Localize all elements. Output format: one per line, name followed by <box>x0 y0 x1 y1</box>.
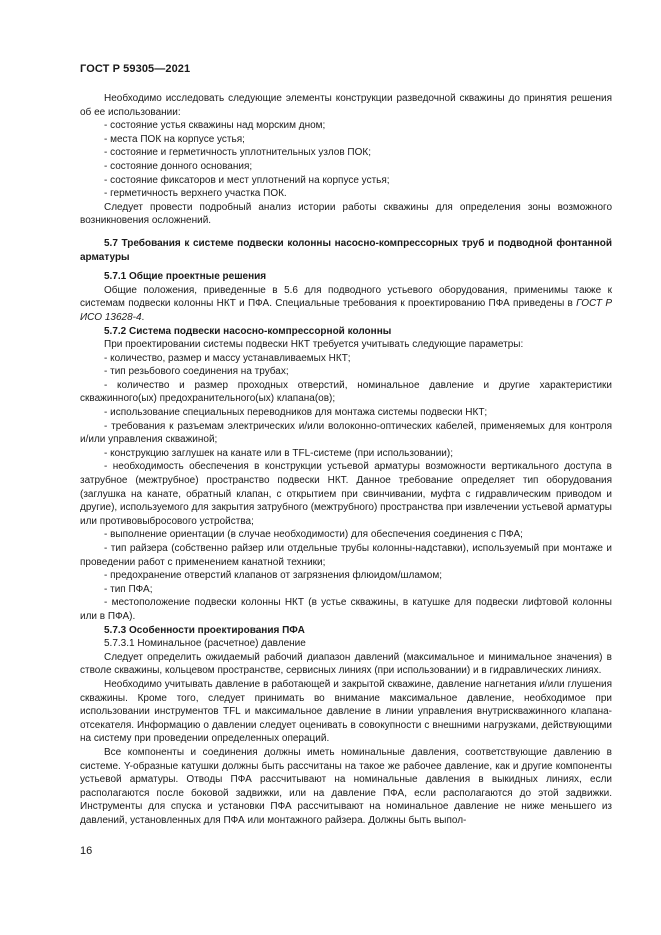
page-number: 16 <box>80 845 93 857</box>
inspect-item: - состояние и герметичность уплотнительных узлов ПОК; <box>104 147 371 159</box>
rated-pressure-paragraph: Все компоненты и соединения должны иметь номинальные давления, соответствующие давлению в системе. Y-образные катушки должны быть рассчитаны на такое же рабочее давление, как и другие компоненты устьевой арматуры. Отводы ПФА рассчитывают на номинальные давления в выкидных линиях, если располагаются после боковой задвижки, или на давление ПФА, если располагаются до этой задвижки. Инструменты для спуска и установки ПФА рассчитывают на номинальное давление не ниже меньшего из давлений, установленных для ПФА или монтажного райзера. Должны быть выпол- <box>80 746 612 826</box>
inspect-item: - места ПОК на корпусе устья; <box>104 133 245 145</box>
document-code-header: ГОСТ Р 59305—2021 <box>80 63 191 75</box>
section-5-7-1-end: . <box>141 311 145 323</box>
page-body <box>80 92 612 827</box>
parameter-item: - тип ПФА; <box>104 583 153 595</box>
section-5-7-1-text: Общие положения, приведенные в 5.6 для подводного устьевого оборудования, применимы также к системам подвески колонны НКТ и ПФА. Специальные требования к проектированию ПФА приведены в <box>80 284 612 310</box>
parameter-item: - количество и размер проходных отверстий, номинальное давление и другие характеристики скважинного(ых) предохранительного(ых) клапана(ов); <box>80 379 612 405</box>
parameter-item: - выполнение ориентации (в случае необходимости) для обеспечения соединения с ПФА; <box>104 529 523 541</box>
section-5-7-2-intro: При проектировании системы подвески НКТ требуется учитывать следующие параметры: <box>104 339 524 351</box>
parameter-item: - предохранение отверстий клапанов от загрязнения флюидом/шламом; <box>104 570 442 582</box>
standard-reference: ГОСТ Р ИСО 13628-4 <box>80 298 612 323</box>
intro-paragraph: Необходимо исследовать следующие элементы конструкции разведочной скважины до принятия решения об ее использовании: <box>80 93 612 118</box>
section-5-7-1-heading: 5.7.1 Общие проектные решения <box>104 271 267 283</box>
inspect-item: - состояние устья скважины над морским дном; <box>104 120 326 132</box>
section-5-7-3-1-heading: 5.7.3.1 Номинальное (расчетное) давление <box>104 638 306 650</box>
section-5-7-1-paragraph <box>80 284 612 325</box>
parameter-item: - конструкцию заглушек на канате или в TFL-системе (при использовании); <box>104 447 453 459</box>
parameter-item: - требования к разъемам электрических и/или волоконно-оптических кабелей, применяемых для контроля и/или управления скважиной; <box>80 420 612 446</box>
parameter-item: - количество, размер и массу устанавливаемых НКТ; <box>104 352 351 364</box>
section-5-7-heading: 5.7 Требования к системе подвески колонны насосно-компрессорных труб и подводной фонтанной арматуры <box>80 237 612 263</box>
parameter-item: - использование специальных переводников для монтажа системы подвески НКТ; <box>104 407 488 419</box>
parameter-item: - необходимость обеспечения в конструкции устьевой арматуры возможности вертикального доступа в затрубное (межтрубное) пространство подвески НКТ. Данное требование определяет тип оборудования (заглушка на канате, обратный клапан, с открытием при свинчивании, муфта с гидравлическим приводом и другие), используемого для закрытия затрубного (межтрубного) пространства при извлечении устьевой арматуры или противовыбросового устройства; <box>80 461 612 527</box>
pressure-consider-paragraph: Необходимо учитывать давление в работающей и закрытой скважине, давление нагнетания и/или глушения скважины. Кроме того, следует принимать во внимание максимальное давление, необходимое при использовании инструментов TFL и максимальное давление в линии управления внутрискважинного клапана-отсекателя. Информацию о давлении следует оценивать в совокупности с внешними нагрузками, действующими на систему при проведении определенных операций. <box>80 678 612 745</box>
analysis-paragraph: Следует провести подробный анализ истории работы скважины для определения зоны возможного возникновения осложнений. <box>80 201 612 227</box>
parameter-item: - местоположение подвески колонны НКТ (в устье скважины, в катушке для подвески лифтовой колонны или в ПФА). <box>80 597 612 622</box>
section-5-7-2-heading: 5.7.2 Система подвески насосно-компрессорной колонны <box>104 325 392 337</box>
inspect-item: - состояние донного основания; <box>104 160 253 172</box>
pressure-range-paragraph: Следует определить ожидаемый рабочий диапазон давлений (максимальное и минимальное значения) в стволе скважины, кольцевом пространстве, сервисных линиях (при использовании) и в гидравлических линиях. <box>80 651 612 677</box>
section-5-7-3-heading: 5.7.3 Особенности проектирования ПФА <box>104 624 305 636</box>
inspect-item: - герметичность верхнего участка ПОК. <box>104 188 287 200</box>
inspect-item: - состояние фиксаторов и мест уплотнений на корпусе устья; <box>104 174 390 186</box>
parameter-item: - тип резьбового соединения на трубах; <box>104 366 289 378</box>
parameter-item: - тип райзера (собственно райзер или отдельные трубы колонны-надставки), используемый при монтаже и проведении работ с применением канатной техники; <box>80 543 612 568</box>
